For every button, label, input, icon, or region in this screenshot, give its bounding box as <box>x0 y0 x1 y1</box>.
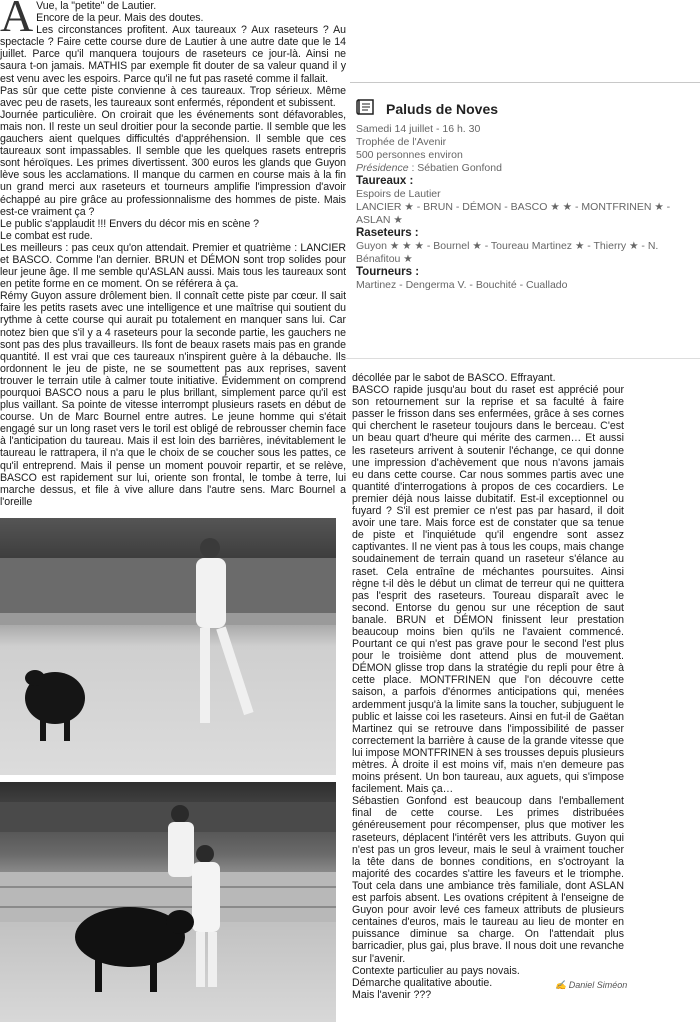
presidence-label: Présidence <box>356 162 409 174</box>
photo-raseteur-chased <box>0 518 336 775</box>
taureaux-origin: Espoirs de Lautier <box>356 188 441 200</box>
paragraph: décollée par le sabot de BASCO. Effrayant. <box>352 372 556 384</box>
intro-line-1: Vue, la "petite" de Lautier. <box>36 0 157 12</box>
box-title: Paluds de Noves <box>386 100 499 117</box>
author-name: Daniel Siméon <box>568 980 628 990</box>
paragraph: Le public s'applaudit !!! Envers du décor mis en scène ? <box>0 217 259 230</box>
dropcap: A <box>0 0 34 41</box>
course-info-box <box>350 82 700 291</box>
raseteurs-list: Guyon ★ ★ ★ - Bournel ★ - Toureau Martinez ★ - Thierry ★ - N. Bénafitou ★ <box>356 240 659 265</box>
tourneurs-label: Tourneurs : <box>356 266 420 278</box>
paragraph: BASCO rapide jusqu'au bout du raset est apprécié pour son retournement sur la reprise et sa faculté à faire passer le frisson dans ses enfermées, grâce à ses cornes qui cherchent le raseteur toujours dans le berceau. C'est un beau quart d'heure qui mérite des carmen… Et aussi les raseteurs arrivent à soutenir l'échange, ce qui donne une impression d'achèvement que nous n'avons jamais eu dans cette course. Car nous sommes partis avec une quantité d'interrogations à propos de ces cocardiers. Le premier déjà nous laisse dubitatif. Est-il exceptionnel ou fuyard ? S'il est premier ce n'est pas par hasard, il doit avoir une tare. Mais force est de constater que sa tenue de piste et l'inquiétude qu'il engendre sont assez captivantes. Il ne vient pas à tous les coups, mais change soudainement de terrain quand un raseteur s'élance au raset. Cela entraîne de méchantes poursuites. Ainsi règne t-il dès le début un climat de terreur qui ne quittera pas l'esprit des raseteurs. Toureau disparaît avec le second. Entorse du genou sur une réception de saut banale. BRUN et DÉMON finissent leur prestation beaucoup moins bien qu'ils ne l'avaient commencé. Pourtant ce qui n'est pas grave pour le second l'est plus pour le troisième dont attend plus de mouvement. DÉMON glisse trop dans la stratégie du repli pour être à cette place. MONTFRINEN que l'on découvre cette saison, a parfois d'énormes anticipations qui, menées ardemment jusqu'à la limite sans la toucher, subjuguent le public et laisse coi les raseteurs. Ainsi en fut-il de Gaëtan Martinez qui se retrouve dans l'impossibilité de passer correctement la barrière à cause de la grande vitesse que lui impose MONTFRINEN à ses trousses depuis plusieurs mètres. À droite il est moins vif, mais n'en demeure pas moins présent. Un bon taureau, aux aguets, qui s'impose facilement. Mais ça… <box>352 384 624 796</box>
paragraph: Rémy Guyon assure drôlement bien. Il connaît cette piste par cœur. Il sait faire les petits rasets avec une intelligence et une maîtrise qui soutient du rythme à cette course qui aurait pu totalement en manquer sans lui. Car notez bien que s'il y a 4 raseteurs pour la seconde partie, les gauchers ne sont pas des plus travailleurs. Ils font de beaux rasets mais pas en grande quantité. Il est vrai que ces taureaux n'inspirent guère à la débauche. Ils ordonnent le jeu de piste, ne se soumettent pas aux reprises, savent trouver le terrain utile à calmer toute initiative. Évidemment on comprend pourquoi BASCO nous a paru le plus brillant, simplement parce qu'il est plus vaillant. Sa pointe de vitesse interrompt plusieurs rasets en début de course. Un de Marc Bournel entre autres. Le jeune homme qui s'était engagé sur un long raset vers le toril est obligé de rebrousser chemin face à l'anticipation du taureau. Mais il est loin des barrières, inévitablement le taureau le rattrapera, il n'a que le choix de se coucher sous les pattes, ce qu'il entreprend. Mais il pense un moment pouvoir repartir, et se relève, BASCO est rapidement sur lui, oriente son frontal, le tombe à terre, lui marche dessus, et file à vive allure dans l'autre sens. Marc Bournel a l'oreille <box>0 290 346 508</box>
taureaux-list: LANCIER ★ - BRUN - DÉMON - BASCO ★ ★ - MONTFRINEN ★ - ASLAN ★ <box>356 201 671 226</box>
scroll-icon <box>356 97 378 121</box>
paragraph: Le combat est rude. <box>0 229 93 242</box>
raseteurs-label: Raseteurs : <box>356 227 419 239</box>
box-attendance: 500 personnes environ <box>356 149 463 161</box>
paragraph: Mais l'avenir ??? <box>352 988 432 1001</box>
box-date: Samedi 14 juillet - 16 h. 30 <box>356 123 481 135</box>
section-divider <box>344 358 700 369</box>
intro-line-2: Encore de la peur. Mais des doutes. <box>36 12 204 25</box>
paragraph: Pas sûr que cette piste convienne à ces taureaux. Trop sérieux. Même avec peu de rasets, les taureaux sont enfermés, répondent et subissent. <box>0 84 346 109</box>
paragraph: Les circonstances profitent. Aux taureaux ? Aux raseteurs ? Au spectacle ? Faire cette course dure de Lautier à une autre date que le 14 juillet. Parce qu'il manquera toujours de raseteurs ce jour-là. Ainsi ne saura t-on jamais. MATHIS par exemple fit douter de sa valeur quand il y est venu avec les espoirs. Parce qu'il ne fut pas raseté comme il fallait. <box>0 24 346 85</box>
paragraph: Démarche qualitative aboutie. <box>352 976 493 989</box>
box-event: Trophée de l'Avenir <box>356 136 447 148</box>
tourneurs-list: Martinez - Dengerma V. - Bouchité - Cuallado <box>356 279 568 291</box>
box-body <box>350 123 700 292</box>
paragraph: Contexte particulier au pays novais. <box>352 964 520 977</box>
author-signature: ✍ Daniel Siméon <box>555 980 628 990</box>
paragraph: Journée particulière. On croirait que les événements sont défavorables, mais non. Il reste un seul droitier pour la seconde partie. Il semble que les gauchers aient quelques difficultés d'appréhension. Il semble que ces taureaux sont impassables. Il semble que les quelques rasets entrepris sont héroïques. Les primes divertissent. 300 euros les glands que Guyon lève sous les acclamations. Il manque du carmen en course mais à la fin un grand merci aux raseteurs et tourneurs amplifie l'impression d'avoir échappé au pire grâce au professionnalisme des hommes de piste. Mais est-ce vraiment ça ? <box>0 108 346 218</box>
left-article-column <box>0 0 346 516</box>
box-header <box>356 97 700 121</box>
presidence-value: : Sébatien Gonfond <box>408 162 502 174</box>
photo-raseteur-bull-barrier <box>0 782 336 1022</box>
box-presidence <box>356 162 700 175</box>
taureaux-label: Taureaux : <box>356 175 414 187</box>
paragraph: Sébastien Gonfond est beaucoup dans l'emballement final de cette course. Les primes distribuées généreusement pour récompenser, plus que motiver les raseteurs, déplacent l'intérêt vers les attributs. Guyon qui n'est pas un gros leveur, mais le seul à vraiment toucher la tête dans de bonnes conditions, en s'octroyant la majorité des cocardes s'attire les faveurs et le triomphe. Tout cela dans une ambiance très familiale, dont ASLAN est parfois absent. Les ovations crépitent à l'enseigne de Guyon pour avoir levé ces fameux attributs de plusieurs centaines d'euros, mais le taureau au lieu de monter en puissance diminue sa charge. On l'attendait plus barricadier, plus gai, plus brave. Il nous doit une revanche sur l'avenir. <box>352 795 624 965</box>
paragraph: Les meilleurs : pas ceux qu'on attendait. Premier et quatrième : LANCIER et BASCO. Comme l'an dernier. BRUN et DÉMON sont trop solides pour leur jeune âge. Il me semble qu'ASLAN aussi. Mais tous les taureaux sont en petite forme en ce moment. On se référera à ça. <box>0 241 346 291</box>
